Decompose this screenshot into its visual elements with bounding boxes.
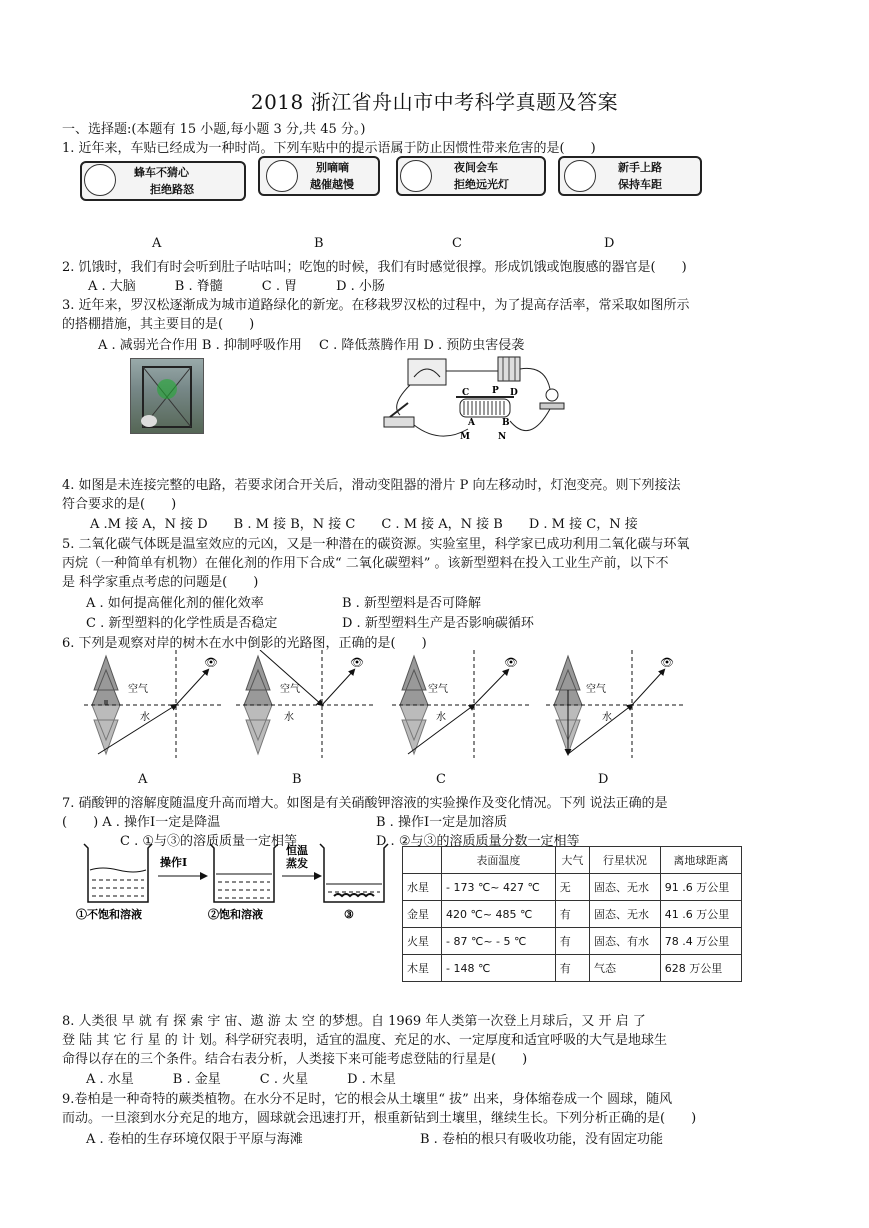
beaker-3-label: ③ <box>344 908 354 921</box>
terminal-c-label: C <box>462 388 470 398</box>
sticker-b <box>258 156 380 196</box>
operation-1-label: 操作Ⅰ <box>160 856 188 869</box>
tree-icon <box>400 656 428 705</box>
question-8-stem-1: 8. 人类很 早 就 有 探 索 宇 宙、遨 游 太 空 的梦想。自 1969 年人类第一次登上月球后，又 开 启 了 <box>62 1014 646 1029</box>
table-row <box>403 928 742 955</box>
question-5-option-b: B . 新型塑料是否可降解 <box>342 596 481 611</box>
tree-icon <box>244 656 272 705</box>
cartoon-face-icon <box>564 160 596 192</box>
question-7-option-a: ( ) A . 操作Ⅰ一定是降温 <box>62 815 221 830</box>
q6-label-c: C <box>436 772 446 787</box>
table-cell: 固态、无水 <box>589 901 660 928</box>
sticker-c-line1: 夜间会车 <box>454 161 498 174</box>
terminal-n-label: N <box>498 432 507 442</box>
question-8-stem-2: 登 陆 其 它 行 星 的 计 划。科学研究表明，适宜的温度、充足的水、一定厚度和适宜呼吸的大气是地球生 <box>62 1033 668 1048</box>
label-air: 空气 <box>586 684 606 695</box>
operation-2-label-2: 蒸发 <box>286 857 308 870</box>
tree-reflection-icon <box>400 705 428 754</box>
eye-icon: 👁 <box>660 656 674 669</box>
question-8-options: A . 水星 B . 金星 C . 火星 D . 木星 <box>86 1072 396 1087</box>
eye-icon: 👁 <box>350 656 364 669</box>
table-cell: 水星 <box>403 874 442 901</box>
table-cell: 金星 <box>403 901 442 928</box>
label-air: 空气 <box>128 684 148 695</box>
table-header: 表面温度 <box>442 847 556 874</box>
q6-label-d: D <box>598 772 609 787</box>
question-5-stem-1: 5. 二氧化碳气体既是温室效应的元凶，又是一种潜在的碳资源。实验室里，科学家已成功利用二氧化碳与环氧 <box>62 537 690 552</box>
option-label-c: C <box>452 236 462 251</box>
sticker-b-line1: 别嘀嘀 <box>316 161 349 174</box>
table-header: 离地球距离 <box>660 847 741 874</box>
label-air: 空气 <box>280 684 300 695</box>
terminal-a-label: A <box>468 418 475 428</box>
page-title: 2018 浙江省舟山市中考科学真题及答案 <box>250 90 619 114</box>
eye-icon: 👁 <box>204 656 218 669</box>
diagram-b <box>236 650 376 758</box>
beaker-experiment-diagram <box>62 836 402 926</box>
table-header <box>403 847 442 874</box>
option-label-a: A <box>152 236 162 251</box>
question-3-options: A . 减弱光合作用 B . 抑制呼吸作用 C . 降低蒸腾作用 D . 预防虫害侵袭 <box>98 338 525 353</box>
ammeter-icon <box>408 359 446 385</box>
tree-icon <box>92 656 120 705</box>
option-label-b: B <box>314 236 324 251</box>
table-row <box>403 874 742 901</box>
table-cell: 固态、无水 <box>589 874 660 901</box>
table-cell: - 173 ℃~ 427 ℃ <box>442 874 556 901</box>
cartoon-face-icon <box>400 160 432 192</box>
table-cell: 91 .6 万公里 <box>660 874 741 901</box>
bulb-icon <box>540 389 564 409</box>
label-water: 水 <box>602 712 612 723</box>
sticker-a-line2: 拒绝路怒 <box>150 183 194 196</box>
cartoon-face-icon <box>84 164 116 196</box>
table-cell: 41 .6 万公里 <box>660 901 741 928</box>
tree-reflection-icon <box>92 705 120 754</box>
diagram-d <box>546 650 686 758</box>
question-5-option-a: A . 如何提高催化剂的催化效率 <box>86 596 264 611</box>
question-4-stem-1: 4. 如图是未连接完整的电路，若要求闭合开关后，滑动变阻器的滑片 P 向左移动时，灯泡变亮。则下列接法 <box>62 478 681 493</box>
shade-frame-icon <box>131 359 203 433</box>
diagram-c <box>392 650 532 758</box>
question-4-stem-2: 符合要求的是( ) <box>62 497 177 512</box>
question-2-options: A . 大脑 B . 脊髓 C . 胃 D . 小肠 <box>88 279 385 294</box>
reflection-diagrams <box>84 650 784 760</box>
sticker-d-line1: 新手上路 <box>618 161 662 174</box>
shade-shelter-photo <box>130 358 204 434</box>
table-cell: 628 万公里 <box>660 955 741 982</box>
battery-icon <box>498 357 520 381</box>
table-cell: 420 ℃~ 485 ℃ <box>442 901 556 928</box>
table-cell: - 148 ℃ <box>442 955 556 982</box>
question-9-stem-2: 而动。一旦滚到水分充足的地方，圆球就会迅速打开，根重新钻到土壤里，继续生长。下列分析正确的是( ) <box>62 1111 697 1126</box>
terminal-m-label: M <box>460 432 470 442</box>
table-header: 行星状况 <box>589 847 660 874</box>
table-cell: 无 <box>555 874 589 901</box>
table-cell: 气态 <box>589 955 660 982</box>
tree-reflection-icon <box>244 705 272 754</box>
diagram-a <box>84 650 224 758</box>
q6-label-a: A <box>138 772 148 787</box>
sticker-a <box>80 161 246 201</box>
beaker-1-label: ①不饱和溶液 <box>76 908 142 921</box>
beaker-3-icon <box>320 844 388 902</box>
table-row <box>403 901 742 928</box>
terminal-b-label: B <box>502 418 510 428</box>
option-label-d: D <box>604 236 615 251</box>
sticker-d <box>558 156 702 196</box>
planet-table <box>402 846 742 982</box>
cartoon-face-icon <box>266 160 298 192</box>
question-9-stem-1: 9.卷柏是一种奇特的蕨类植物。在水分不足时，它的根会从土壤里“ 拔” 出来，身体缩卷成一个 圆球，随风 <box>62 1092 673 1107</box>
terminal-d-label: D <box>510 388 518 398</box>
label-water: 水 <box>140 712 150 723</box>
sticker-b-line2: 越催越慢 <box>310 178 354 191</box>
question-5-stem-3: 是 科学家重点考虑的问题是( ) <box>62 575 259 590</box>
sticker-d-line2: 保持车距 <box>618 178 662 191</box>
switch-icon <box>384 403 414 427</box>
table-cell: - 87 ℃~ - 5 ℃ <box>442 928 556 955</box>
table-header-row <box>403 847 742 874</box>
label-water: 水 <box>436 712 446 723</box>
table-cell: 有 <box>555 928 589 955</box>
question-3-stem-2: 的搭棚措施，其主要目的是( ) <box>62 317 255 332</box>
question-9-option-a: A . 卷柏的生存环境仅限于平原与海滩 <box>86 1132 303 1147</box>
question-4-options: A .M 接 A，N 接 D B . M 接 B，N 接 C C . M 接 A，N 接 B D . M 接 C，N 接 <box>90 517 638 532</box>
sticker-c <box>396 156 546 196</box>
label-water: 水 <box>284 712 294 723</box>
operation-2-label-1: 恒温 <box>286 844 308 857</box>
beaker-2-label: ②饱和溶液 <box>208 908 263 921</box>
question-1-stem: 1. 近年来，车贴已经成为一种时尚。下列车贴中的提示语属于防止因惯性带来危害的是( ) <box>62 141 596 156</box>
table-cell: 78 .4 万公里 <box>660 928 741 955</box>
q6-label-b: B <box>292 772 302 787</box>
sticker-a-line1: 蜂车不猜心 <box>134 166 189 179</box>
question-7-option-d: D . ②与③的溶质质量分数一定相等 <box>376 834 580 849</box>
sticker-c-line2: 拒绝远光灯 <box>454 178 509 191</box>
question-7-option-c: C . ①与③的溶质质量一定相等 <box>120 834 297 849</box>
eye-icon: 👁 <box>504 656 518 669</box>
rheostat-icon <box>456 397 514 417</box>
table-cell: 火星 <box>403 928 442 955</box>
table-cell: 有 <box>555 901 589 928</box>
question-5-option-c: C . 新型塑料的化学性质是否稳定 <box>86 616 278 631</box>
question-7-option-b: B . 操作Ⅰ一定是加溶质 <box>376 815 508 830</box>
beaker-1-icon <box>84 844 152 902</box>
table-row <box>403 955 742 982</box>
question-9-option-b: B . 卷柏的根只有吸收功能，没有固定功能 <box>420 1132 663 1147</box>
circuit-diagram <box>380 355 590 450</box>
table-header: 大气 <box>555 847 589 874</box>
slider-p-label: P <box>492 386 499 396</box>
beaker-2-icon <box>210 844 278 902</box>
table-cell: 有 <box>555 955 589 982</box>
table-cell: 木星 <box>403 955 442 982</box>
question-7-stem: 7. 硝酸钾的溶解度随温度升高而增大。如图是有关硝酸钾溶液的实验操作及变化情况。下列 说法正确的是 <box>62 796 668 811</box>
question-8-stem-3: 命得以存在的三个条件。结合右表分析，人类接下来可能考虑登陆的行星是( ) <box>62 1052 528 1067</box>
question-5-stem-2: 丙烷（一种简单有机物）在催化剂的作用下合成“ 二氧化碳塑料” 。该新型塑料在投入工业生产前，以下不 <box>62 556 669 571</box>
question-3-stem-1: 3. 近年来，罗汉松逐渐成为城市道路绿化的新宠。在移栽罗汉松的过程中，为了提高存活率，常采取如图所示 <box>62 298 690 313</box>
question-2-stem: 2. 饥饿时，我们有时会听到肚子咕咕叫；吃饱的时候，我们有时感觉很撑。形成饥饿或饱腹感的器官是( ) <box>62 260 687 275</box>
label-air: 空气 <box>428 684 448 695</box>
question-5-option-d: D . 新型塑料生产是否影响碳循环 <box>342 616 534 631</box>
section-heading: 一、选择题:(本题有 15 小题,每小题 3 分,共 45 分。) <box>62 122 366 137</box>
table-cell: 固态、有水 <box>589 928 660 955</box>
question-6-stem: 6. 下列是观察对岸的树木在水中倒影的光路图，正确的是( ) <box>62 636 427 651</box>
